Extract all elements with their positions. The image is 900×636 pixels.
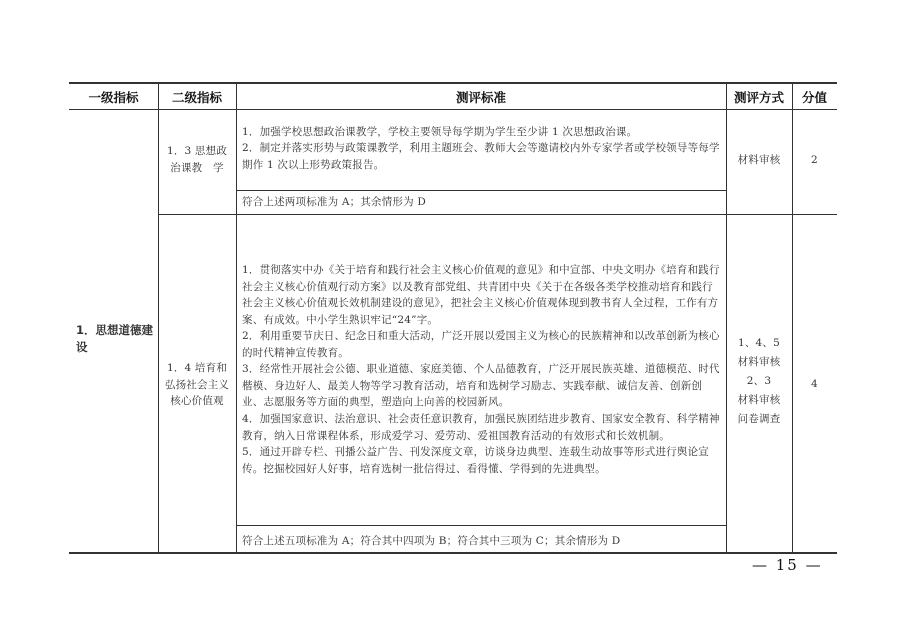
- header-level1: 一级指标: [88, 90, 139, 105]
- row2-criterion-1: 1．贯彻落实中办《关于培育和践行社会主义核心价值观的意见》和中宣部、中央文明办《培育和践行社会主义核心价值观行动方案》以及教育部党组、共青团中央《关于在各级各类学校推动培育和践行社会主义核心价值观长效机制建设的意见》，把社会主义核心价值观体现到教书育人全过程，工作有方案、有成效。中小学生熟识牢记“24”字。: [242, 264, 720, 326]
- row2-method-line-1: 1、4、5: [737, 337, 781, 349]
- col-border-1: [158, 82, 159, 553]
- header-bottom-border: [69, 109, 837, 110]
- row2-rating-top-border: [236, 525, 726, 526]
- header-criteria: 测评标准: [455, 90, 506, 105]
- row2-level2-indicator: 1．4 培育和弘扬社会主义核心价值观: [164, 362, 230, 407]
- row2-score: 4: [811, 378, 818, 390]
- row1-level2-indicator: 1．3 思想政治课教 学: [166, 145, 228, 174]
- row2-method-line-4: 材料审核: [737, 394, 781, 406]
- row1-criterion-1: 1．加强学校思想政治课教学，学校主要领导每学期为学生至少讲 1 次思想政治课。: [242, 126, 638, 138]
- row2-criterion-2: 2．利用重要节庆日、纪念日和重大活动，广泛开展以爱国主义为核心的民族精神和以改革创新为核心的时代精神宣传教育。: [242, 330, 720, 359]
- row1-criterion-2: 2．制定并落实形势与政策课教学，利用主题班会、教师大会等邀请校内外专家学者或学校领导等每学期作 1 次以上形势政策报告。: [242, 142, 720, 171]
- row2-criterion-3: 3．经常性开展社会公德、职业道德、家庭美德、个人品德教育，广泛开展民族英雄、道德模范、时代楷模、身边好人、最美人物等学习教育活动，培育和选树学习励志、实践奉献、诚信友善、创新创业、志愿服务等方面的典型，塑造向上向善的校园新风。: [242, 363, 720, 408]
- table-bottom-border: [69, 552, 837, 554]
- page-number: — 15 —: [752, 556, 823, 574]
- row2-method-line-3: 2、3: [746, 375, 772, 387]
- row2-criterion-4: 4．加强国家意识、法治意识、社会责任意识教育，加强民族团结进步教育、国家安全教育、科学精神教育，纳入日常课程体系，形成爱学习、爱劳动、爱祖国教育活动的有效形式和长效机制。: [242, 413, 720, 442]
- row2-method-line-2: 材料审核: [737, 356, 781, 368]
- row2-method-line-5: 问卷调查: [737, 413, 781, 425]
- row2-rating-rule: 符合上述五项标准为 A；符合其中四项为 B；符合其中三项为 C；其余情形为 D: [242, 535, 621, 547]
- row1-rating-top-border: [236, 190, 726, 191]
- table-top-border: [69, 82, 837, 84]
- row1-rating-rule: 符合上述两项标准为 A；其余情形为 D: [242, 196, 426, 208]
- row1-method: 材料审核: [737, 154, 781, 166]
- header-level2: 二级指标: [171, 90, 222, 105]
- level1-indicator: 1．思想道德建设: [76, 323, 154, 354]
- row2-criterion-5: 5．通过开辟专栏、刊播公益广告、刊发深度文章，访谈身边典型、连载生动故事等形式进行舆论宣传。挖掘校园好人好事，培育选树一批信得过、看得懂、学得到的先进典型。: [242, 446, 709, 475]
- header-score: 分值: [801, 90, 827, 105]
- row1-bottom-border: [159, 214, 837, 215]
- col-border-2: [236, 82, 237, 553]
- row1-score: 2: [811, 154, 818, 166]
- header-method: 测评方式: [733, 90, 784, 105]
